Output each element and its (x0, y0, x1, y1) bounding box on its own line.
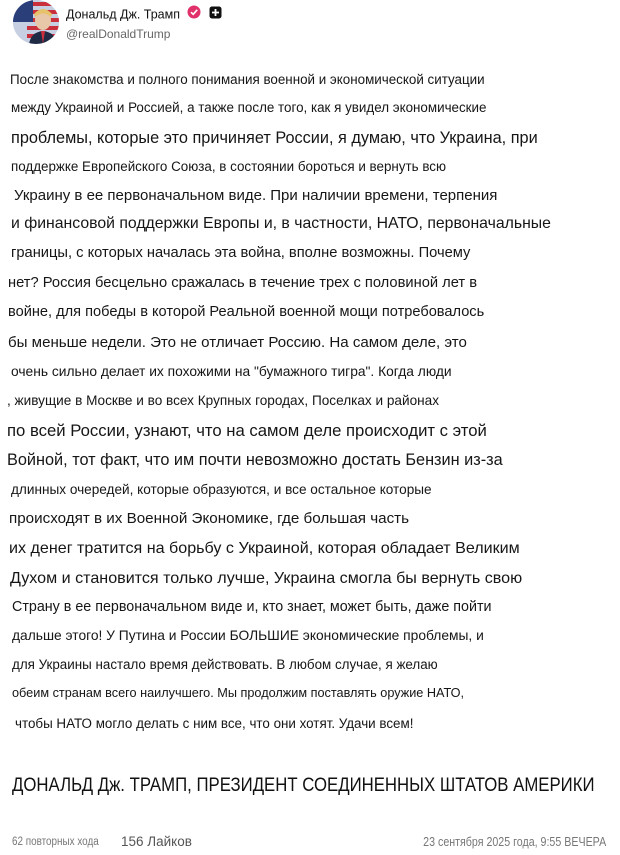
post-line: чтобы НАТО могло делать с ним все, что они хотят. Удачи всем! (15, 716, 414, 731)
post-header (0, 0, 620, 52)
post-line: длинных очередей, которые образуются, и все остальное которые (11, 482, 432, 497)
post-line: Войной, тот факт, что им почти невозможно достать Бензин из-за (7, 451, 503, 469)
post-footer (0, 830, 620, 854)
post-line: проблемы, которые это причиняет России, я думаю, что Украина, при (11, 129, 538, 147)
post-timestamp[interactable]: 23 сентября 2025 года, 9:55 ВЕЧЕРА (422, 834, 606, 849)
post-line: между Украиной и Россией, а также после того, как я увидел экономические (11, 100, 487, 115)
post-line: очень сильно делает их похожими на "бумажного тигра". Когда люди (11, 364, 452, 379)
repost-count[interactable]: 62 повторных хода (12, 836, 99, 848)
name-row (66, 5, 222, 23)
post-signature: ДОНАЛЬД Дж. ТРАМП, ПРЕЗИДЕНТ СОЕДИНЕННЫХ ШТАТОВ АМЕРИКИ (12, 774, 595, 796)
display-name[interactable]: Дональд Дж. Трамп (66, 7, 180, 22)
verified-badge-icon (187, 5, 201, 24)
post-line: обеим странам всего наилучшего. Мы продолжим поставлять оружие НАТО, (12, 686, 465, 700)
like-count[interactable]: 156 Лайков (121, 834, 192, 849)
post-line: границы, с которых началась эта война, вполне возможны. Почему (11, 245, 471, 261)
post-line: Страну в ее первоначальном виде и, кто знает, может быть, даже пойти (12, 599, 492, 615)
post-line: войне, для победы в которой Реальной военной мощи потребовалось (8, 304, 485, 320)
user-handle[interactable]: @realDonaldTrump (66, 27, 171, 41)
post-line: происходят в их Военной Экономике, где большая часть (9, 510, 410, 527)
post-line: Украину в ее первоначальном виде. При наличии времени, терпения (14, 187, 498, 204)
avatar-image (13, 0, 59, 44)
gold-account-icon (209, 6, 222, 24)
post-line: нет? Россия бесцельно сражалась в течение трех с половиной лет в (8, 275, 478, 291)
post-line: по всей России, узнают, что на самом деле происходит с этой (7, 421, 487, 440)
post-line: , живущие в Москве и во всех Крупных городах, Поселках и районах (7, 393, 440, 408)
post-line: Духом и становится только лучше, Украина смогла бы вернуть свою (10, 569, 523, 587)
post-line: дальше этого! У Путина и России БОЛЬШИЕ экономические проблемы, и (12, 628, 484, 643)
post-line: бы меньше недели. Это не отличает Россию. На самом деле, это (8, 334, 467, 351)
post-line: для Украины настало время действовать. В любом случае, я желаю (12, 657, 438, 672)
post-line: их денег тратится на борьбу с Украиной, которая обладает Великим (9, 539, 520, 557)
post-line: и финансовой поддержки Европы и, в частности, НАТО, первоначальные (11, 215, 551, 232)
post-line: поддержке Европейского Союза, в состоянии бороться и вернуть всю (11, 159, 447, 174)
avatar[interactable] (13, 0, 59, 44)
post-line: После знакомства и полного понимания военной и экономической ситуации (10, 72, 485, 87)
